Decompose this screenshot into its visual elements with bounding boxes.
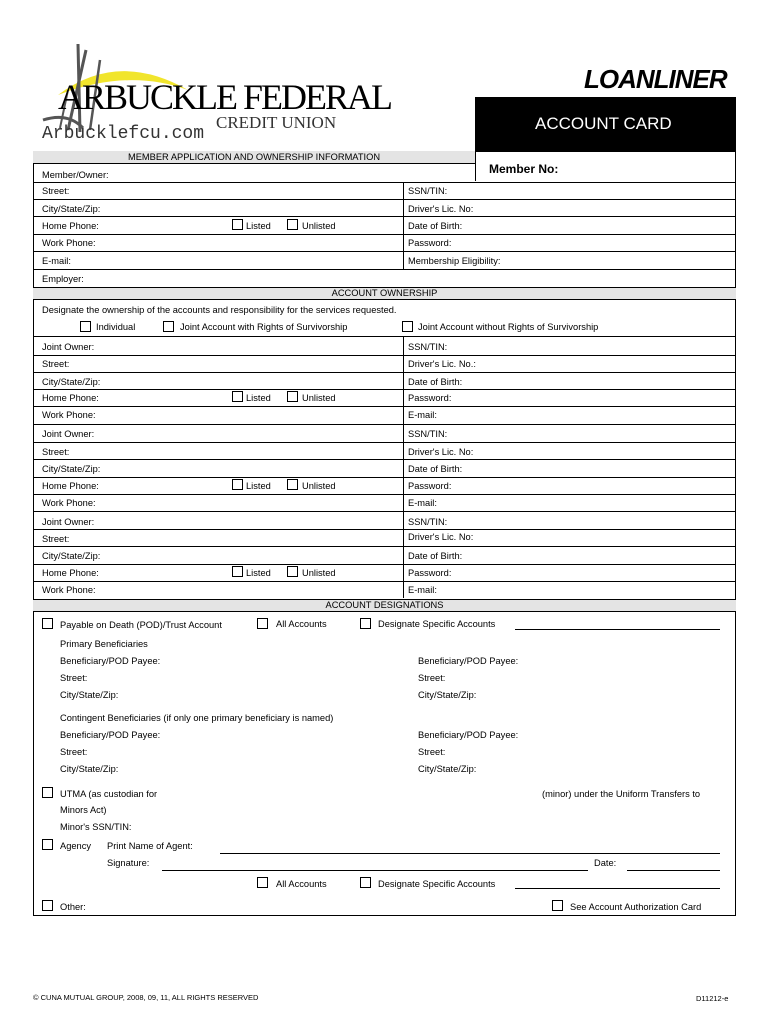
pod-specific-accounts-line[interactable] [515,629,720,630]
joint-unlisted-label: Unlisted [302,568,336,578]
member-no-label: Member No: [489,162,559,176]
agency-label: Agency [60,841,92,851]
beneficiary-city-label: City/State/Zip: [60,764,119,774]
other-checkbox[interactable] [42,900,53,911]
drivers-lic-label: Driver's Lic. No: [408,204,474,214]
pod-all-accounts-label: All Accounts [276,619,327,629]
beneficiary-city-label: City/State/Zip: [418,690,477,700]
beneficiary-label: Beneficiary/POD Payee: [418,730,519,740]
email-label: E-mail: [42,256,71,266]
beneficiary-label: Beneficiary/POD Payee: [418,656,519,666]
pod-label: Payable on Death (POD)/Trust Account [60,620,222,630]
joint-ssn-label: SSN/TIN: [408,517,448,527]
pod-all-accounts-checkbox[interactable] [257,618,268,629]
listed-checkbox[interactable] [232,219,243,230]
joint-work-phone-label: Work Phone: [42,498,96,508]
agency-specific-accounts-line[interactable] [515,888,720,889]
joint-listed-label: Listed [246,568,271,578]
logo-name: ARBUCKLE FEDERAL [58,77,392,117]
primary-beneficiaries-label: Primary Beneficiaries [60,639,148,649]
logo-url: Arbucklefcu.com [42,124,205,144]
joint-street-label: Street: [42,359,70,369]
joint-owner-label: Joint Owner: [42,429,95,439]
work-phone-label: Work Phone: [42,238,96,248]
joint-email-label: E-mail: [408,410,437,420]
dob-label: Date of Birth: [408,221,463,231]
joint-street-label: Street: [42,534,70,544]
joint-city-label: City/State/Zip: [42,551,101,561]
joint-email-label: E-mail: [408,585,437,595]
joint-unlisted-checkbox[interactable] [287,391,298,402]
ownership-section-header [33,287,736,300]
form-frame [33,151,736,916]
agency-all-accounts-label: All Accounts [276,879,327,889]
date-label: Date: [594,858,617,868]
street-label: Street: [42,186,70,196]
joint-unlisted-label: Unlisted [302,393,336,403]
joint-listed-label: Listed [246,481,271,491]
home-phone-label: Home Phone: [42,221,99,231]
beneficiary-label: Beneficiary/POD Payee: [60,730,161,740]
other-label: Other: [60,902,86,912]
joint-survivorship-checkbox[interactable] [163,321,174,332]
logo-sub: CREDIT UNION [216,113,337,132]
joint-dl-label: Driver's Lic. No: [408,447,474,457]
joint-home-phone-label: Home Phone: [42,393,99,403]
agency-designate-specific-checkbox[interactable] [360,877,371,888]
joint-home-phone-label: Home Phone: [42,568,99,578]
credit-union-logo [38,40,392,150]
eligibility-label: Membership Eligibility: [408,256,501,266]
signature-line[interactable] [162,870,588,871]
signature-label: Signature: [107,858,150,868]
agency-checkbox[interactable] [42,839,53,850]
member-section-header [33,151,475,164]
page-title: ACCOUNT CARD [535,114,672,133]
joint-survivorship-label: Joint Account with Rights of Survivorship [180,322,348,332]
member-owner-label: Member/Owner: [42,170,109,180]
beneficiary-street-label: Street: [418,747,446,757]
copyright-text: © CUNA MUTUAL GROUP, 2008, 09, 11, ALL RIGHTS RESERVED [33,993,259,1002]
minor-ssn-label: Minor's SSN/TIN: [60,822,132,832]
joint-dob-label: Date of Birth: [408,551,463,561]
designations-section-title: ACCOUNT DESIGNATIONS [325,600,444,610]
joint-listed-checkbox[interactable] [232,391,243,402]
form-code: D11212-e [696,994,729,1003]
beneficiary-street-label: Street: [60,673,88,683]
agent-name-line[interactable] [220,853,720,854]
joint-unlisted-checkbox[interactable] [287,479,298,490]
joint-city-label: City/State/Zip: [42,377,101,387]
beneficiary-label: Beneficiary/POD Payee: [60,656,161,666]
see-auth-checkbox[interactable] [552,900,563,911]
joint-dob-label: Date of Birth: [408,377,463,387]
see-auth-label: See Account Authorization Card [570,902,702,912]
joint-without-checkbox[interactable] [402,321,413,332]
ownership-instruction: Designate the ownership of the accounts and responsibility for the services requested. [42,305,397,315]
ownership-section-title: ACCOUNT OWNERSHIP [331,288,438,298]
password-label: Password: [408,238,452,248]
joint-work-phone-label: Work Phone: [42,410,96,420]
joint-street-label: Street: [42,447,70,457]
joint-without-label: Joint Account without Rights of Survivorship [418,322,599,332]
joint-home-phone-label: Home Phone: [42,481,99,491]
joint-dob-label: Date of Birth: [408,464,463,474]
agency-all-accounts-checkbox[interactable] [257,877,268,888]
individual-label: Individual [96,322,136,332]
employer-label: Employer: [42,274,84,284]
joint-unlisted-label: Unlisted [302,481,336,491]
ssn-label: SSN/TIN: [408,186,448,196]
joint-password-label: Password: [408,481,452,491]
joint-password-label: Password: [408,393,452,403]
beneficiary-city-label: City/State/Zip: [418,764,477,774]
joint-unlisted-checkbox[interactable] [287,566,298,577]
joint-listed-checkbox[interactable] [232,479,243,490]
joint-listed-checkbox[interactable] [232,566,243,577]
pod-designate-specific-checkbox[interactable] [360,618,371,629]
title-box [475,97,736,151]
beneficiary-street-label: Street: [60,747,88,757]
joint-dl-label: Driver's Lic. No.: [408,359,476,369]
joint-email-label: E-mail: [408,498,437,508]
agent-name-label: Print Name of Agent: [107,841,193,851]
joint-dl-label: Driver's Lic. No: [408,532,474,542]
loanliner-logo: LOANLINER [584,64,727,94]
joint-owner-label: Joint Owner: [42,517,95,527]
date-line[interactable] [627,870,720,871]
unlisted-checkbox[interactable] [287,219,298,230]
member-section-title: MEMBER APPLICATION AND OWNERSHIP INFORMATION [127,152,381,162]
beneficiary-city-label: City/State/Zip: [60,690,119,700]
agency-designate-specific-label: Designate Specific Accounts [378,879,496,889]
contingent-beneficiaries-label: Contingent Beneficiaries (if only one primary beneficiary is named) [60,713,334,723]
joint-ssn-label: SSN/TIN: [408,342,448,352]
joint-password-label: Password: [408,568,452,578]
joint-city-label: City/State/Zip: [42,464,101,474]
unlisted-label: Unlisted [302,221,336,231]
utma-checkbox[interactable] [42,787,53,798]
listed-label: Listed [246,221,271,231]
minors-act-label: Minors Act) [60,805,107,815]
utma-label: UTMA (as custodian for [60,789,158,799]
pod-checkbox[interactable] [42,618,53,629]
designations-section-header [33,599,736,612]
joint-owner-label: Joint Owner: [42,342,95,352]
individual-checkbox[interactable] [80,321,91,332]
utma-right-label: (minor) under the Uniform Transfers to [542,789,701,799]
joint-work-phone-label: Work Phone: [42,585,96,595]
beneficiary-street-label: Street: [418,673,446,683]
joint-listed-label: Listed [246,393,271,403]
city-label: City/State/Zip: [42,204,101,214]
joint-ssn-label: SSN/TIN: [408,429,448,439]
pod-designate-specific-label: Designate Specific Accounts [378,619,496,629]
